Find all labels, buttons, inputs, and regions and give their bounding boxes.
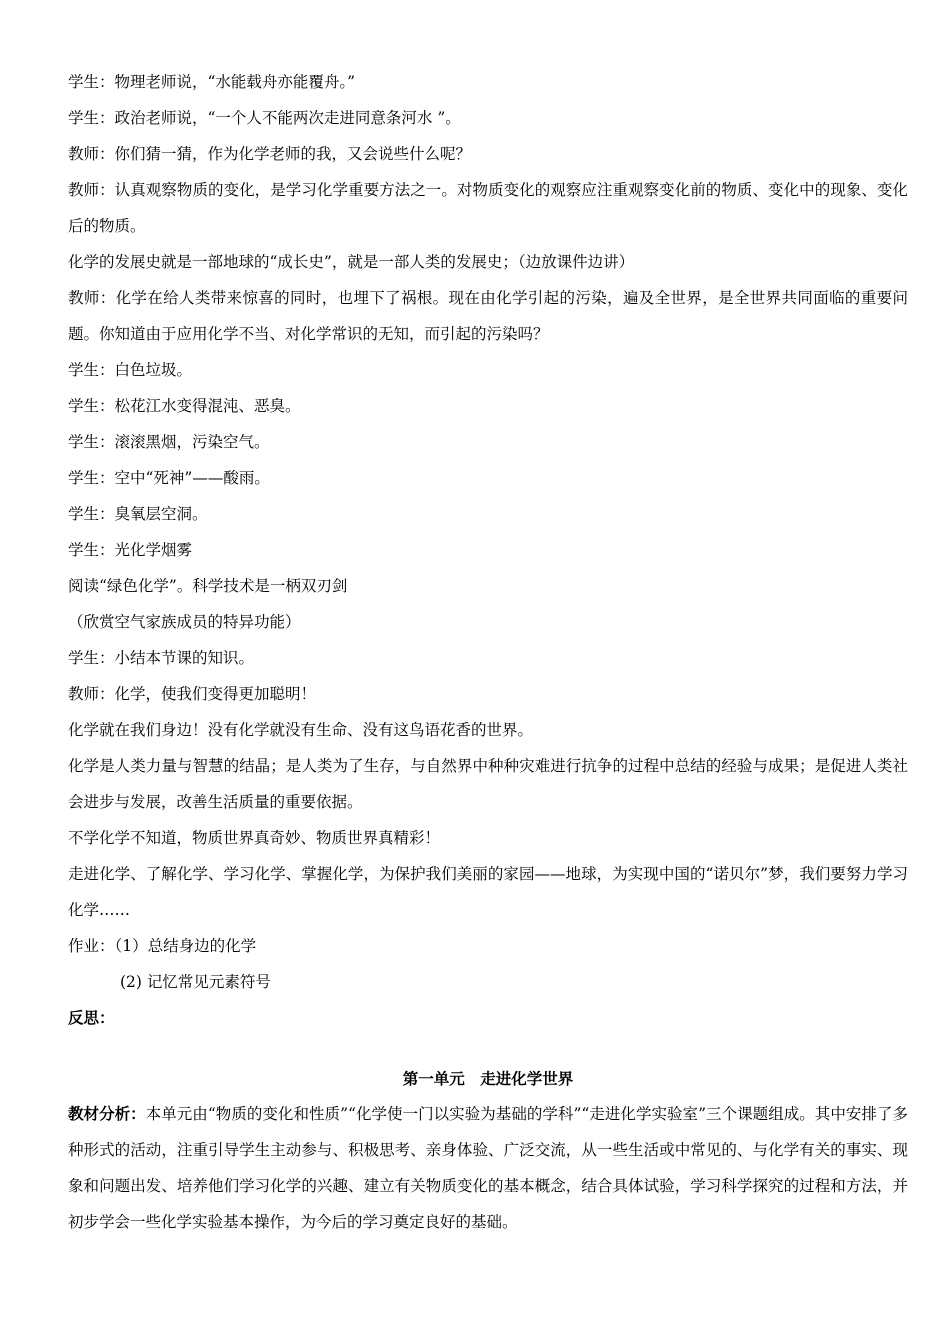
reflection-label: 反思： (68, 1008, 115, 1027)
text-line: （欣赏空气家族成员的特异功能） (68, 613, 301, 631)
text-line: 学生：小结本节课的知识。 (68, 649, 255, 667)
analysis-label: 教材分析： (68, 1104, 146, 1123)
text-line: 学生：空中“死神”——酸雨。 (68, 469, 270, 487)
text-line: 学生：滚滚黑烟，污染空气。 (68, 433, 270, 451)
analysis-paragraph (68, 1096, 908, 1240)
text-paragraph: 走进化学、了解化学、学习化学、掌握化学，为保护我们美丽的家园——地球，为实现中国的“诺贝尔”梦，我们要努力学习化学…… (68, 865, 908, 919)
text-line: 教师：化学，使我们变得更加聪明！ (68, 685, 317, 703)
homework-label: 作业： (68, 937, 115, 955)
homework-line (68, 928, 908, 964)
text-paragraph: 教师：化学在给人类带来惊喜的同时，也埋下了祸根。现在由化学引起的污染，遍及全世界，是全世界共同面临的重要问题。你知道由于应用化学不当、对化学常识的无知，而引起的污染吗？ (68, 289, 908, 343)
text-line: 学生：光化学烟雾 (68, 541, 193, 559)
homework-item-1: （1）总结身边的化学 (114, 937, 257, 955)
text-line: 学生：物理老师说，“水能载舟亦能覆舟。” (68, 73, 356, 91)
text-line: 教师：你们猜一猜，作为化学老师的我，又会说些什么呢？ (68, 145, 472, 163)
text-line: 学生：臭氧层空洞。 (68, 505, 208, 523)
unit-title: 第一单元 走进化学世界 (402, 1069, 574, 1088)
homework-item-2: (2) 记忆常见元素符号 (120, 973, 271, 991)
text-line: 化学的发展史就是一部地球的“成长史”，就是一部人类的发展史；（边放课件边讲） (68, 253, 635, 271)
text-line: 学生：白色垃圾。 (68, 361, 193, 379)
document-page (68, 64, 908, 1240)
text-line: 学生：松花江水变得混沌、恶臭。 (68, 397, 301, 415)
analysis-text: 本单元由“物质的变化和性质”“化学使一门以实验为基础的学科”“走进化学实验室”三个课题组成。其中安排了多种形式的活动，注重引导学生主动参与、积极思考、亲身体验、广泛交流，从一些生活或中常见的、与化学有关的事实、现象和问题出发、培养他们学习化学的兴趣、建立有关物质变化的基本概念，结合具体试验，学习科学探究的过程和方法，并初步学会一些化学实验基本操作，为今后的学习奠定良好的基础。 (68, 1105, 908, 1231)
text-paragraph: 教师：认真观察物质的变化，是学习化学重要方法之一。对物质变化的观察应注重观察变化前的物质、变化中的现象、变化后的物质。 (68, 181, 908, 235)
text-line: 学生：政治老师说，“一个人不能两次走进同意条河水 ”。 (68, 109, 461, 127)
text-paragraph: 化学是人类力量与智慧的结晶；是人类为了生存，与自然界中种种灾难进行抗争的过程中总结的经验与成果；是促进人类社会进步与发展，改善生活质量的重要依据。 (68, 757, 908, 811)
text-line: 阅读“绿色化学”。科学技术是一柄双刃剑 (68, 577, 348, 595)
text-line: 化学就在我们身边！没有化学就没有生命、没有这鸟语花香的世界。 (68, 721, 534, 739)
text-line: 不学化学不知道，物质世界真奇妙、物质世界真精彩！ (68, 829, 441, 847)
